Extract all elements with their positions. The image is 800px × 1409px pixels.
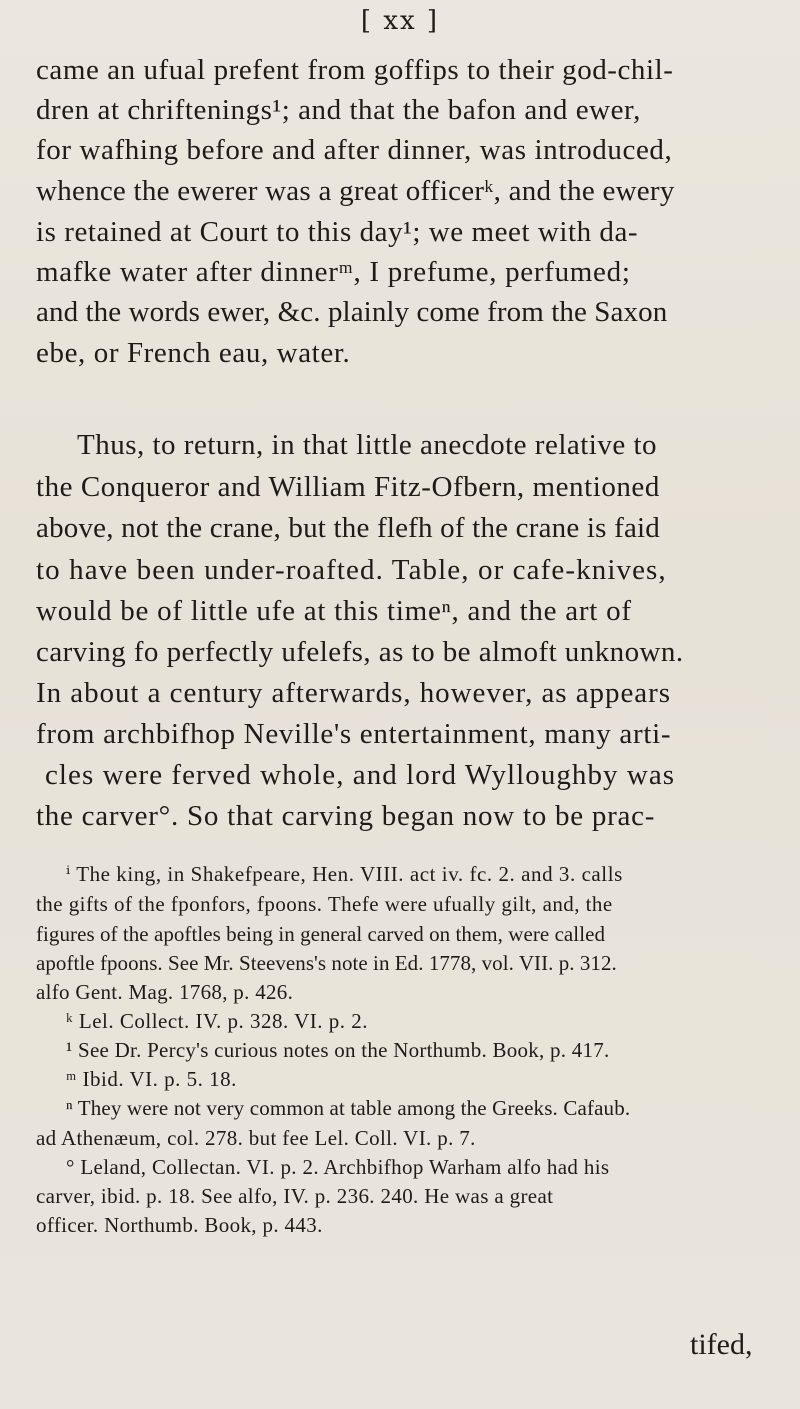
text-line: the carver°. So that carving began now to be prac- (36, 800, 656, 832)
text-line: ebe, or French eau, water. (36, 337, 351, 369)
catchword: tifed, (690, 1328, 753, 1361)
footnote-line: alfo Gent. Mag. 1768, p. 426. (36, 980, 294, 1004)
text-line: for wafhing before and after dinner, was introduced, (36, 134, 673, 166)
footnote-line: ⁱ The king, in Shakefpeare, Hen. VIII. act iv. fc. 2. and 3. calls (66, 862, 623, 886)
text-line: and the words ewer, &c. plainly come from the Saxon (36, 296, 668, 328)
text-line: carving fo perfectly ufelefs, as to be almoft unknown. (36, 636, 684, 668)
text-line: to have been under-roafted. Table, or cafe-knives, (36, 554, 667, 586)
text-line: Thus, to return, in that little anecdote relative to (77, 429, 658, 461)
footnote-line: ° Leland, Collectan. VI. p. 2. Archbifhop Warham alfo had his (66, 1155, 610, 1179)
text-line: whence the ewerer was a great officerᵏ, and the ewery (36, 175, 675, 207)
text-line: dren at chriftenings¹; and that the bafon and ewer, (36, 94, 641, 126)
text-line: above, not the crane, but the flefh of the crane is faid (36, 512, 660, 544)
text-line: In about a century afterwards, however, as appears (36, 677, 671, 709)
text-line: is retained at Court to this day¹; we meet with da- (36, 216, 639, 248)
footnote-line: officer. Northumb. Book, p. 443. (36, 1213, 323, 1237)
text-line: from archbifhop Neville's entertainment, many arti- (36, 718, 672, 750)
footnote-line: apoftle fpoons. See Mr. Steevens's note in Ed. 1778, vol. VII. p. 312. (36, 951, 617, 975)
footnote-line: ᵏ Lel. Collect. IV. p. 328. VI. p. 2. (66, 1009, 368, 1033)
text-line: mafke water after dinnerᵐ, I prefume, perfumed; (36, 256, 631, 288)
text-line: came an ufual prefent from goffips to their god-chil- (36, 54, 674, 86)
footnote-line: ¹ See Dr. Percy's curious notes on the Northumb. Book, p. 417. (66, 1038, 610, 1062)
footnote-line: the gifts of the fponfors, fpoons. Thefe were ufually gilt, and, the (36, 892, 613, 916)
text-line: cles were ferved whole, and lord Wylloughby was (45, 759, 676, 791)
footnote-line: ad Athenæum, col. 278. but fee Lel. Coll. VI. p. 7. (36, 1126, 476, 1150)
page-number: [ xx ] (360, 6, 440, 36)
footnote-line: figures of the apoftles being in general carved on them, were called (36, 922, 605, 946)
footnote-line: carver, ibid. p. 18. See alfo, IV. p. 236. 240. He was a great (36, 1184, 554, 1208)
footnote-line: ⁿ They were not very common at table among the Greeks. Cafaub. (66, 1096, 631, 1120)
text-line: the Conqueror and William Fitz-Ofbern, mentioned (36, 471, 660, 503)
footnote-line: ᵐ Ibid. VI. p. 5. 18. (66, 1067, 237, 1091)
text-line: would be of little ufe at this timeⁿ, and the art of (36, 595, 632, 627)
